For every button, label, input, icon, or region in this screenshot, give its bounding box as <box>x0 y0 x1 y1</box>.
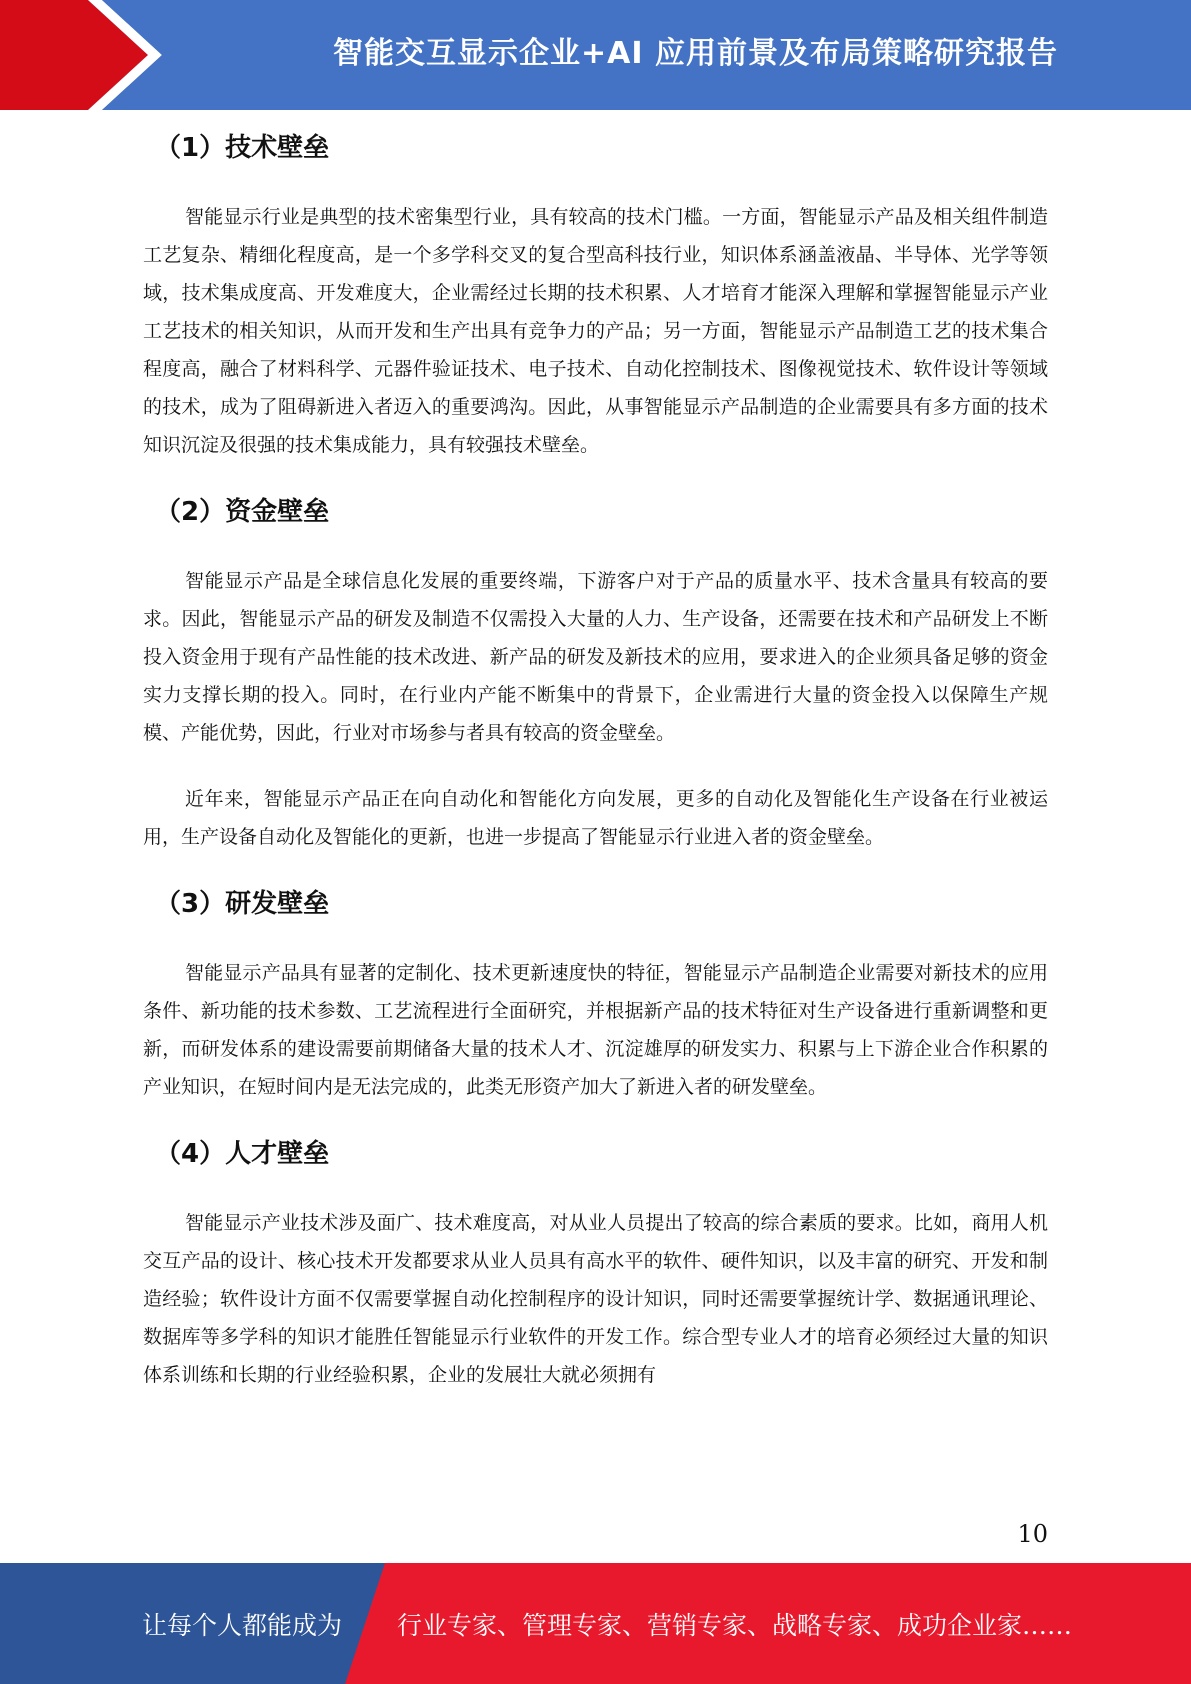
section-rnd <box>143 884 1048 1106</box>
paragraph: 智能显示行业是典型的技术密集型行业，具有较高的技术门槛。一方面，智能显示产品及相关组件制造工艺复杂、精细化程度高，是一个多学科交叉的复合型高科技行业，知识体系涵盖液晶、半导体、光学等领域，技术集成度高、开发难度大，企业需经过长期的技术积累、人才培育才能深入理解和掌握智能显示产业工艺技术的相关知识，从而开发和生产出具有竞争力的产品；另一方面，智能显示产品制造工艺的技术集合程度高，融合了材料科学、元器件验证技术、电子技术、自动化控制技术、图像视觉技术、软件设计等领域的技术，成为了阻碍新进入者迈入的重要鸿沟。因此，从事智能显示产品制造的企业需要具有多方面的技术知识沉淀及很强的技术集成能力，具有较强技术壁垒。 <box>143 206 1048 456</box>
section-heading: （4）人才壁垒 <box>155 1139 330 1169</box>
section-talent <box>143 1134 1048 1394</box>
section-heading: （1）技术壁垒 <box>155 133 330 163</box>
footer-slogan-right: 行业专家、管理专家、营销专家、战略专家、成功企业家…… <box>397 1610 1073 1640</box>
section-heading: （2）资金壁垒 <box>155 497 330 527</box>
section-technology <box>143 128 1048 464</box>
paragraph: 智能显示产品是全球信息化发展的重要终端，下游客户对于产品的质量水平、技术含量具有较高的要求。因此，智能显示产品的研发及制造不仅需投入大量的人力、生产设备，还需要在技术和产品研发上不断投入资金用于现有产品性能的技术改进、新产品的研发及新技术的应用，要求进入的企业须具备足够的资金实力支撑长期的投入。同时，在行业内产能不断集中的背景下，企业需进行大量的资金投入以保障生产规模、产能优势，因此，行业对市场参与者具有较高的资金壁垒。 <box>143 570 1048 744</box>
page-footer <box>0 1563 1191 1684</box>
report-title: 智能交互显示企业+AI 应用前景及布局策略研究报告 <box>333 36 1058 71</box>
paragraph: 智能显示产业技术涉及面广、技术难度高，对从业人员提出了较高的综合素质的要求。比如，商用人机交互产品的设计、核心技术开发都要求从业人员具有高水平的软件、硬件知识，以及丰富的研究、开发和制造经验；软件设计方面不仅需要掌握自动化控制程序的设计知识，同时还需要掌握统计学、数据通讯理论、数据库等多学科的知识才能胜任智能显示行业软件的开发工作。综合型专业人才的培育必须经过大量的知识体系训练和长期的行业经验积累，企业的发展壮大就必须拥有 <box>143 1212 1048 1386</box>
footer-slogan-left: 让每个人都能成为 <box>142 1610 343 1640</box>
section-capital <box>143 492 1048 856</box>
page-number: 10 <box>1017 1520 1048 1548</box>
document-body <box>143 128 1048 1422</box>
paragraph: 智能显示产品具有显著的定制化、技术更新速度快的特征，智能显示产品制造企业需要对新技术的应用条件、新功能的技术参数、工艺流程进行全面研究，并根据新产品的技术特征对生产设备进行重新调整和更新，而研发体系的建设需要前期储备大量的技术人才、沉淀雄厚的研发实力、积累与上下游企业合作积累的产业知识，在短时间内是无法完成的，此类无形资产加大了新进入者的研发壁垒。 <box>143 962 1048 1098</box>
paragraph: 近年来，智能显示产品正在向自动化和智能化方向发展，更多的自动化及智能化生产设备在行业被运用，生产设备自动化及智能化的更新，也进一步提高了智能显示行业进入者的资金壁垒。 <box>143 788 1048 848</box>
section-heading: （3）研发壁垒 <box>155 889 330 919</box>
page-header <box>0 0 1191 110</box>
